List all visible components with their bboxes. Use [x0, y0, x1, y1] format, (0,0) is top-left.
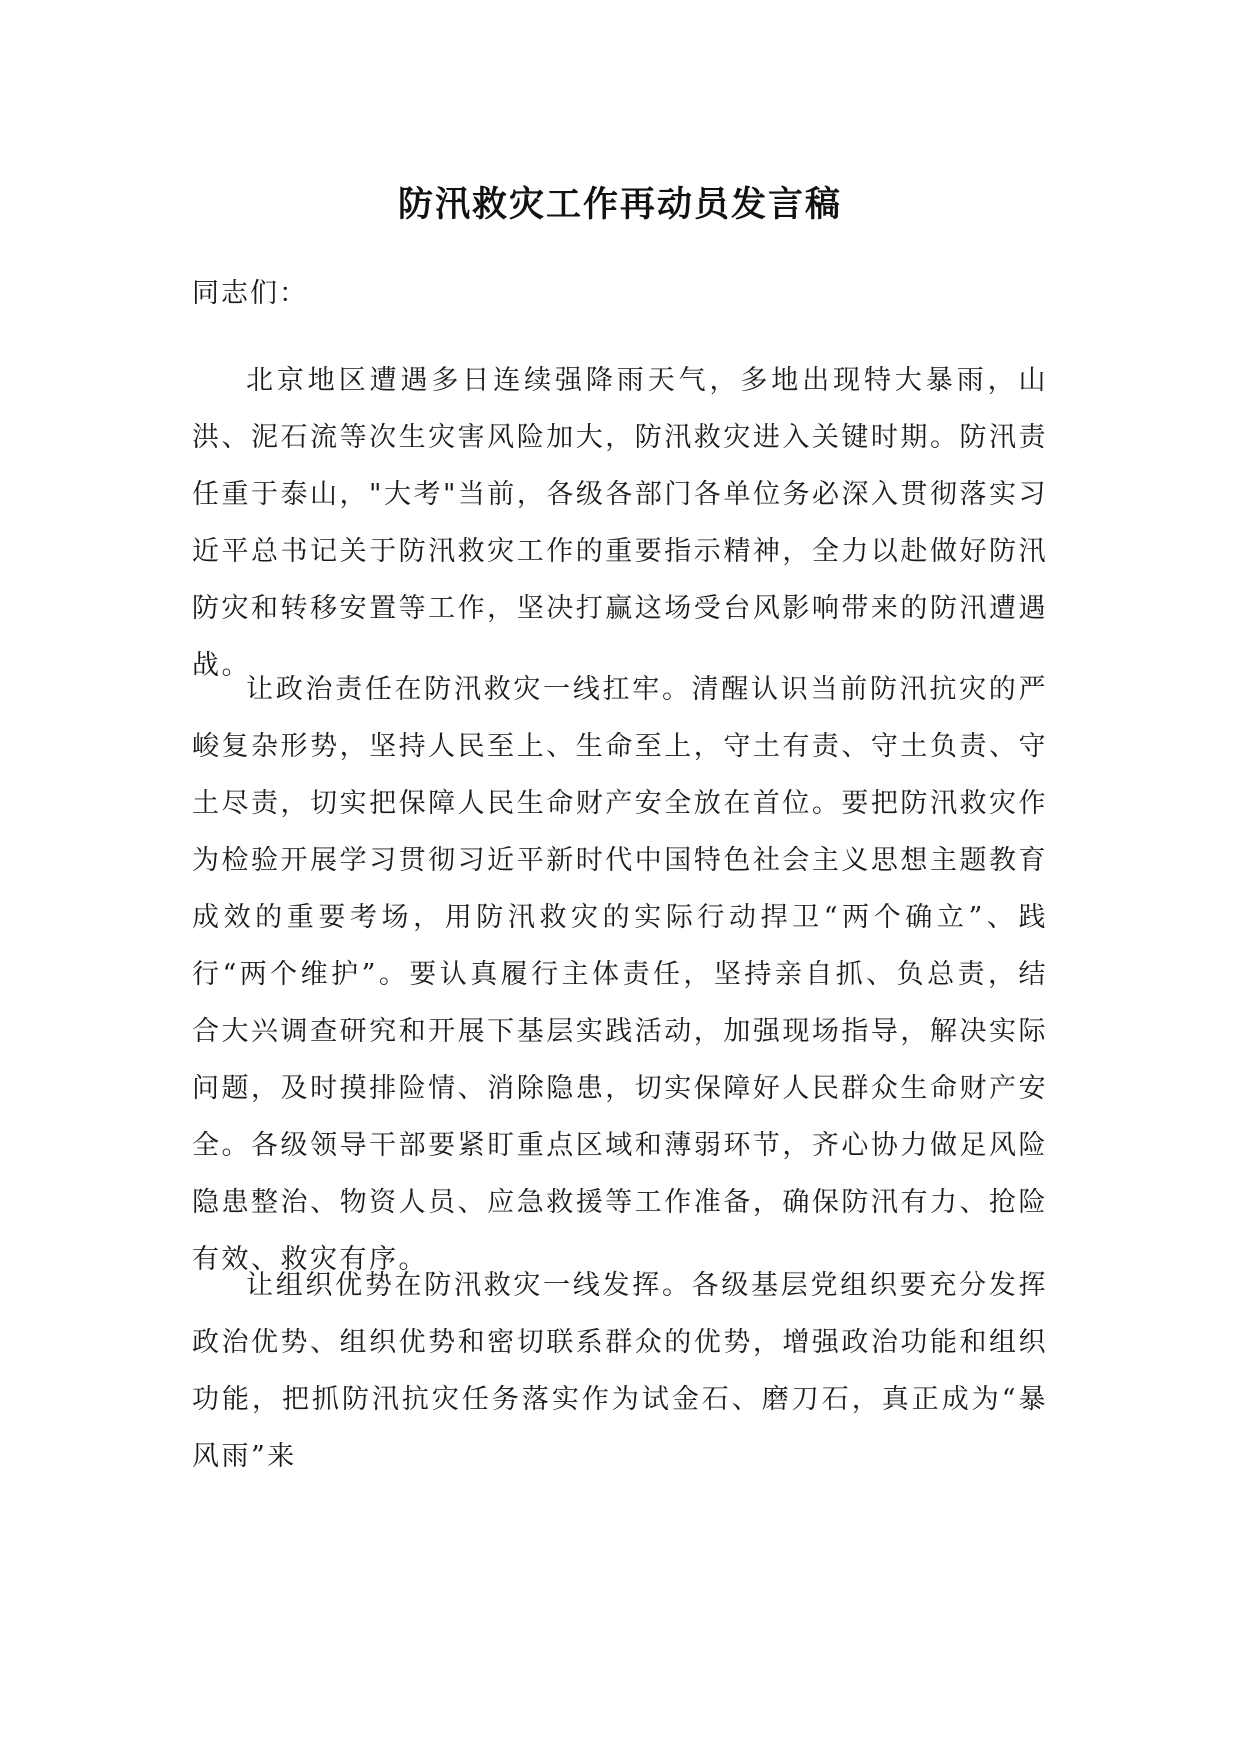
paragraph-3: 让组织优势在防汛救灾一线发挥。各级基层党组织要充分发挥政治优势、组织优势和密切联系群众的优势，增强政治功能和组织功能，把抓防汛抗灾任务落实作为试金石、磨刀石，真正成为“暴风雨”来: [192, 1270, 1048, 1472]
paragraph-2: 让政治责任在防汛救灾一线扛牢。清醒认识当前防汛抗灾的严峻复杂形势，坚持人民至上、生命至上，守土有责、守土负责、守土尽责，切实把保障人民生命财产安全放在首位。要把防汛救灾作为检验开展学习贯彻习近平新时代中国特色社会主义思想主题教育成效的重要考场，用防汛救灾的实际行动捍卫“两个确立”、践行“两个维护”。要认真履行主体责任，坚持亲自抓、负总责，结合大兴调查研究和开展下基层实践活动，加强现场指导，解决实际问题，及时摸排险情、消除隐患，切实保障好人民群众生命财产安全。各级领导干部要紧盯重点区域和薄弱环节，齐心协力做足风险隐患整治、物资人员、应急救援等工作准备，确保防汛有力、抢险有效、救灾有序。: [192, 674, 1048, 1275]
document-title: 防汛救灾工作再动员发言稿: [397, 185, 842, 225]
salutation: 同志们：: [192, 278, 308, 309]
paragraph-1: 北京地区遭遇多日连续强降雨天气，多地出现特大暴雨，山洪、泥石流等次生灾害风险加大，防汛救灾进入关键时期。防汛责任重于泰山，"大考"当前，各级各部门各单位务必深入贯彻落实习近平总书记关于防汛救灾工作的重要指示精神，全力以赴做好防汛防灾和转移安置等工作，坚决打赢这场受台风影响带来的防汛遭遇战。: [192, 365, 1048, 681]
